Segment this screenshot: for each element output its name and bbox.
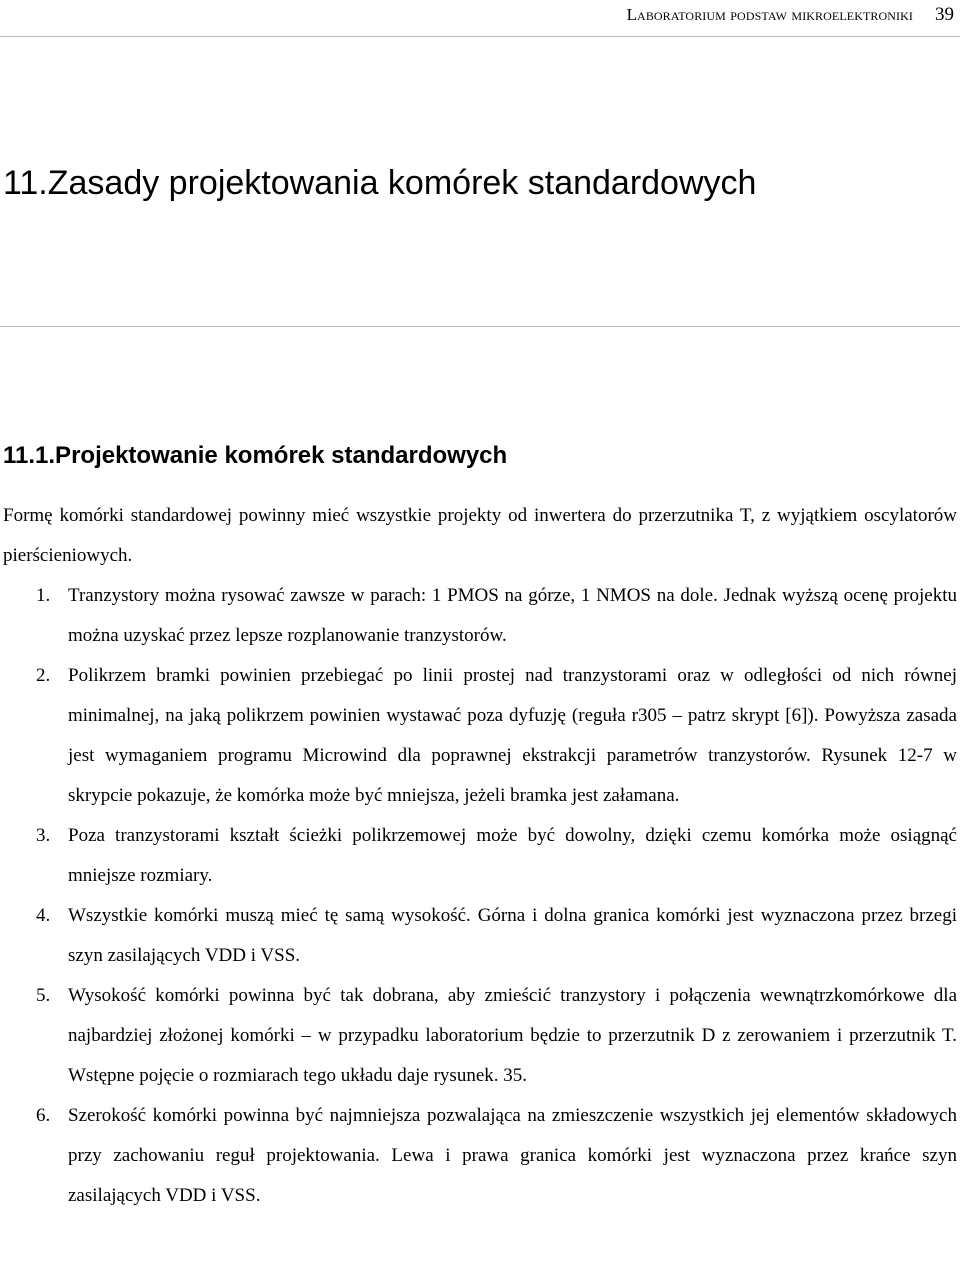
section-title: 11.1.Projektowanie komórek standardowych: [3, 442, 508, 469]
chapter-title: 11.Zasady projektowania komórek standardowych: [3, 164, 757, 202]
rule-number: 5.: [36, 985, 51, 1006]
rule-text: Poza tranzystorami kształt ścieżki polikrzemowej może być dowolny, dzięki czemu komórka może osiągnąć mniejsze rozmiary.: [68, 825, 957, 886]
rule-number: 4.: [36, 905, 51, 926]
rule-text: Polikrzem bramki powinien przebiegać po linii prostej nad tranzystorami oraz w odległości od nich równej minimalnej, na jaką polikrzem powinien wystawać poza dyfuzję (reguła r305 – patrz skrypt [6]). Powyższa zasada jest wymaganiem programu Microwind dla poprawnej ekstrakcji parametrów tranzystorów. Rysunek 12-7 w skrypcie pokazuje, że komórka może być mniejsza, jeżeli bramka jest załamana.: [68, 665, 957, 806]
rule-item: [3, 896, 957, 976]
chapter-divider: [0, 326, 960, 327]
running-header: [627, 0, 954, 30]
rule-text: Wysokość komórki powinna być tak dobrana, aby zmieścić tranzystory i połączenia wewnątrzkomórkowe dla najbardziej złożonej komórki – w przypadku laboratorium będzie to przerzutnik D z zerowaniem i przerzutnik T. Wstępne pojęcie o rozmiarach tego układu daje rysunek. 35.: [68, 985, 957, 1086]
rule-number: 3.: [36, 825, 51, 846]
header-divider: [0, 36, 960, 37]
rule-text: Wszystkie komórki muszą mieć tę samą wysokość. Górna i dolna granica komórki jest wyznaczona przez brzegi szyn zasilających VDD i VSS.: [68, 905, 957, 966]
page-number: 39: [935, 4, 954, 25]
section-body: [3, 496, 957, 1216]
rule-item: [3, 576, 957, 656]
intro-paragraph: Formę komórki standardowej powinny mieć wszystkie projekty od inwertera do przerzutnika T, z wyjątkiem oscylatorów pierścieniowych.: [3, 505, 957, 566]
design-rules-list: [3, 576, 957, 1216]
rule-item: [3, 656, 957, 816]
rule-number: 2.: [36, 665, 51, 686]
rule-item: [3, 1096, 957, 1216]
rule-number: 1.: [36, 585, 51, 606]
running-header-title: Laboratorium podstaw mikroelektroniki: [626, 5, 913, 24]
rule-item: [3, 976, 957, 1096]
rule-text: Szerokość komórki powinna być najmniejsza pozwalająca na zmieszczenie wszystkich jej elementów składowych przy zachowaniu reguł projektowania. Lewa i prawa granica komórki jest wyznaczona przez krańce szyn zasilających VDD i VSS.: [68, 1105, 957, 1206]
rule-item: [3, 816, 957, 896]
rule-number: 6.: [36, 1105, 51, 1126]
rule-text: Tranzystory można rysować zawsze w parach: 1 PMOS na górze, 1 NMOS na dole. Jednak wyższą ocenę projektu można uzyskać przez lepsze rozplanowanie tranzystorów.: [68, 585, 957, 646]
